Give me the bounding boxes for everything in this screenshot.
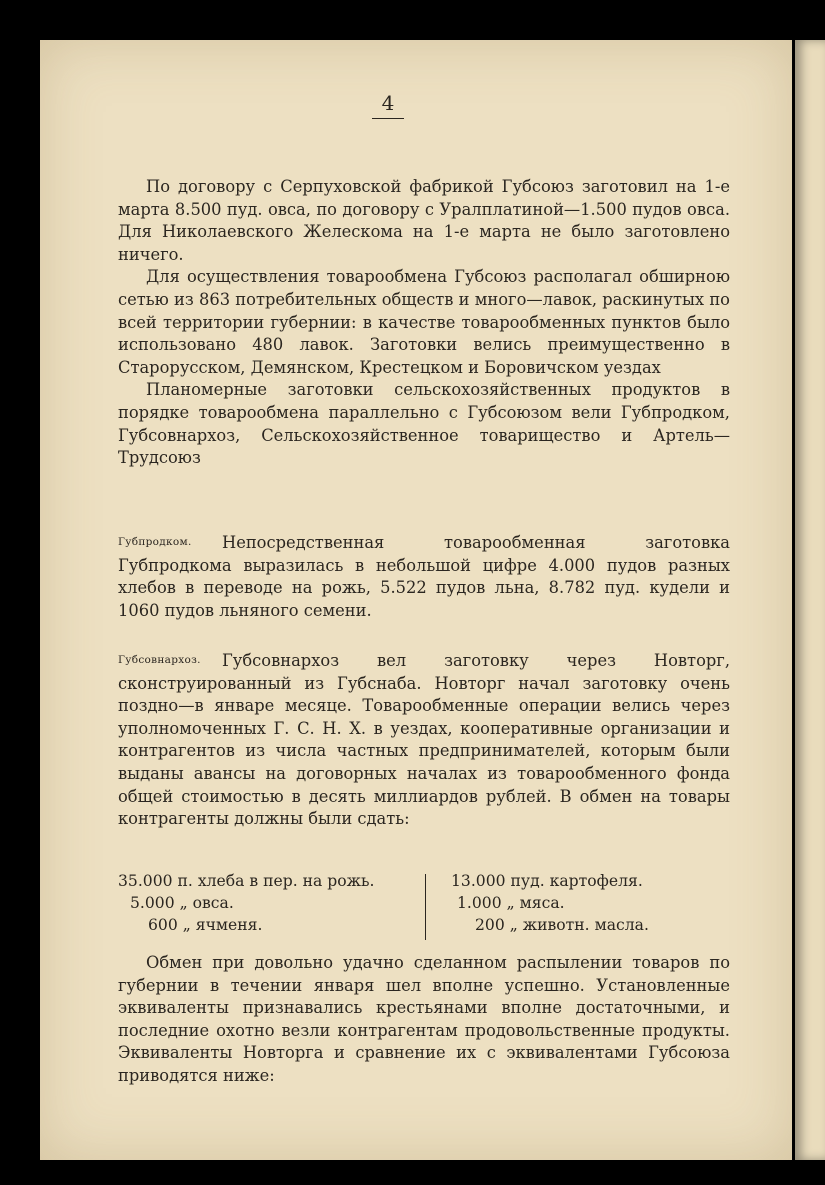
paragraph-trade-network: Для осуществления товарообмена Губсоюз располагал обширною сетью из 863 потребительных обществ и много—лавок, раскинутых по всей территории губернии: в качестве товарообменных пунктов было использовано 480 лавок. Заготовки велись преимущественно в Старорусском, Демянском, Крестецком и Боровичском уездах (118, 267, 730, 377)
paragraph-parallel-procurement: Планомерные заготовки сельскохозяйственных продуктов в порядке товарообмена параллельно с Губсоюзом вели Губпродком, Губсовнархоз, Сельскохозяйственное товарищество и Артель—Трудсоюз (118, 380, 730, 468)
page-number: 4 (372, 88, 404, 119)
goods-row: 200 „ животн. масла. (475, 916, 649, 934)
section-gubsovnarkhoz (118, 650, 730, 831)
paragraph-contracts: По договору с Серпуховской фабрикой Губсоюз заготовил на 1-е марта 8.500 пуд. овса, по договору с Уралплатиной—1.500 пудов овса. Для Николаевского Желескома на 1-е марта не было заготовлено ничего. (118, 177, 730, 264)
intro-text (118, 176, 730, 470)
margin-label-gubsovnarkhoz: Губсовнархоз. (118, 654, 201, 666)
goods-row: 5.000 „ овса. (130, 894, 234, 912)
column-divider (425, 874, 426, 940)
goods-table-right-column (451, 870, 731, 936)
goods-row: 600 „ ячменя. (148, 916, 263, 934)
margin-label-gubprodkom: Губпродком. (118, 536, 192, 548)
section-gubprodkom (118, 532, 730, 622)
paragraph-gubprodkom: Непосредственная товарообменная заготовка Губпродкома выразилась в небольшой цифре 4.000 пудов разных хлебов в переводе на рожь, 5.522 пудов льна, 8.782 пуд. кудели и 1060 пудов льняного семени. (118, 533, 730, 620)
goods-table-left-column (118, 870, 418, 936)
closing-text (118, 952, 730, 1088)
paragraph-exchange-results: Обмен при довольно удачно сделанном распылении товаров по губернии в течении января шел вполне успешно. Установленные эквиваленты признавались крестьянами вполне достаточными, и последние охотно везли контрагентам продовольственные продукты. Эквиваленты Новторга и сравнение их с эквивалентами Губсоюза приводятся ниже: (118, 953, 730, 1085)
goods-row: 1.000 „ мяса. (457, 894, 565, 912)
paragraph-gubsovnarkhoz: Губсовнархоз вел заготовку через Новторг, сконструированный из Губснаба. Новторг начал заготовку очень поздно—в январе месяце. Товарообменные операции велись через уполномоченных Г. С. Н. Х. в уездах, кооперативные организации и контрагентов из числа частных предпринимателей, которым были выданы авансы на договорных началах из товарообменного фонда общей стоимостью в десять миллиардов рублей. В обмен на товары контрагенты должны были сдать: (118, 651, 730, 829)
goods-row: 35.000 п. хлеба в пер. на рожь. (118, 872, 375, 890)
goods-row: 13.000 пуд. картофеля. (451, 872, 643, 890)
adjacent-page-edge (795, 40, 825, 1160)
